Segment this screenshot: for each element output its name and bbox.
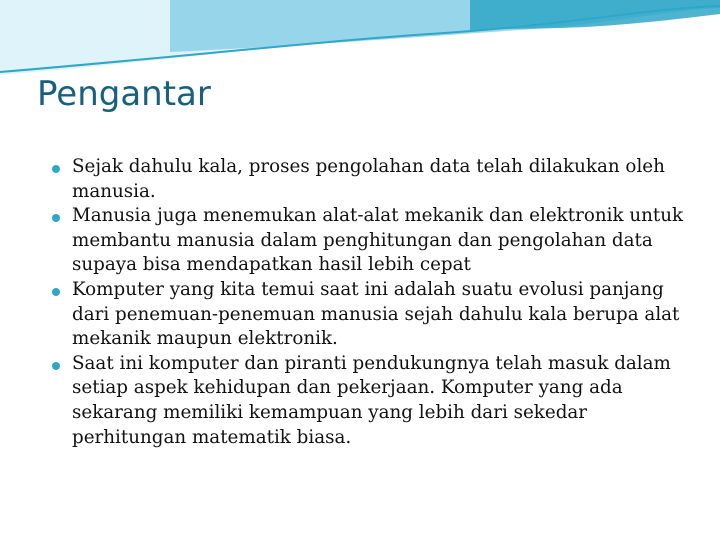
bullet-text: Sejak dahulu kala, proses pengolahan data telah dilakukan oleh manusia. (72, 156, 665, 202)
bullet-text: Saat ini komputer dan piranti pendukungnya telah masuk dalam setiap aspek kehidupan dan pekerjaan. Komputer yang ada sekarang memiliki kemampuan yang lebih dari sekedar perhitungan matematik biasa. (72, 352, 671, 448)
bullet-text: Komputer yang kita temui saat ini adalah suatu evolusi panjang dari penemuan-penemuan manusia sejah dahulu kala berupa alat mekanik maupun elektronik. (72, 278, 680, 350)
bullet-icon (52, 288, 60, 296)
list-item (52, 278, 692, 352)
list-item (52, 155, 692, 204)
header-wave-dark (470, 0, 720, 30)
bullet-list (52, 155, 692, 450)
bullet-icon (52, 362, 60, 370)
bullet-text: Manusia juga menemukan alat-alat mekanik dan elektronik untuk membantu manusia dalam penghitungan dan pengolahan data supaya bisa mendapatkan hasil lebih cepat (72, 205, 684, 276)
list-item (52, 352, 692, 450)
page-title: Pengantar (37, 74, 211, 114)
bullet-icon (52, 165, 60, 173)
list-item (52, 204, 692, 278)
bullet-icon (52, 214, 60, 222)
